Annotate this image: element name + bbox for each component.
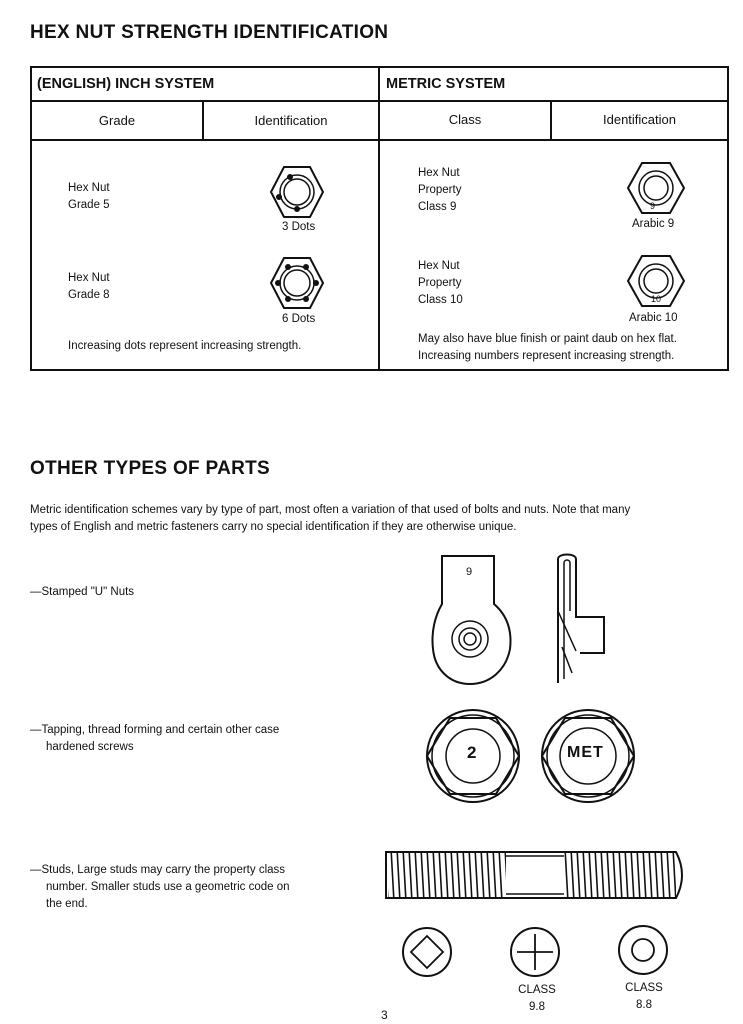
class-8-8-label: CLASS 8.8: [625, 982, 663, 1011]
mark-6-dots: 6 Dots: [282, 313, 316, 325]
section-title-hex-nut: HEX NUT STRENGTH IDENTIFICATION: [30, 22, 389, 43]
inch-row-grade5: Hex Nut Grade 5: [68, 182, 110, 211]
stud-end-circle-icon: [617, 924, 669, 976]
u-nut-mark: 9: [466, 566, 473, 578]
item-tapping-screws: —Tapping, thread forming and certain other case hardened screws: [30, 724, 280, 753]
section-title-other-parts: OTHER TYPES OF PARTS: [30, 458, 271, 479]
screw-mark-met: MET: [567, 744, 604, 761]
col-grade-header: Grade: [98, 113, 136, 128]
hex-nut-number-9: 9: [650, 201, 656, 211]
hex-nut-arabic-9-icon: [627, 161, 685, 215]
intro-paragraph: Metric identification schemes vary by type of part, most often a variation of that used of bolts and nuts. Note that many types of English and metric fasteners carry no special identification if they are otherwise unique.: [30, 504, 631, 533]
metric-row-class9: Hex Nut Property Class 9: [418, 167, 462, 213]
inch-row-grade8: Hex Nut Grade 8: [68, 272, 110, 301]
item-stamped-u-nuts: —Stamped "U" Nuts: [30, 586, 135, 598]
col-identification-header: Identification: [254, 113, 328, 128]
metric-note: May also have blue finish or paint daub on hex flat. Increasing numbers represent increasing strength.: [418, 333, 677, 362]
hex-nut-3-dots-icon: [270, 165, 324, 219]
inch-system-header: (ENGLISH) INCH SYSTEM: [37, 76, 215, 92]
col-metric-identification-header: Identification: [603, 112, 676, 127]
class-9-8-label: CLASS 9.8: [518, 984, 556, 1013]
hex-nut-6-dots-icon: [270, 256, 324, 310]
item-studs: —Studs, Large studs may carry the property class number. Smaller studs use a geometric code on the end.: [30, 864, 290, 910]
page-number: 3: [381, 1008, 388, 1022]
metric-system-header: METRIC SYSTEM: [386, 76, 506, 92]
mark-3-dots: 3 Dots: [282, 221, 316, 233]
stud-end-cross-icon: [509, 926, 561, 978]
screw-mark-2: 2: [467, 743, 477, 762]
mark-arabic-9: Arabic 9: [632, 218, 675, 230]
stud-end-diamond-icon: [401, 926, 453, 978]
hex-nut-number-10: 10: [651, 294, 662, 304]
stud-icon: [384, 848, 690, 902]
metric-row-class10: Hex Nut Property Class 10: [418, 260, 463, 306]
col-class-header: Class: [448, 112, 482, 127]
mark-arabic-10: Arabic 10: [629, 312, 678, 324]
inch-note: Increasing dots represent increasing strength.: [68, 340, 302, 352]
u-nut-side-icon: [552, 551, 616, 687]
